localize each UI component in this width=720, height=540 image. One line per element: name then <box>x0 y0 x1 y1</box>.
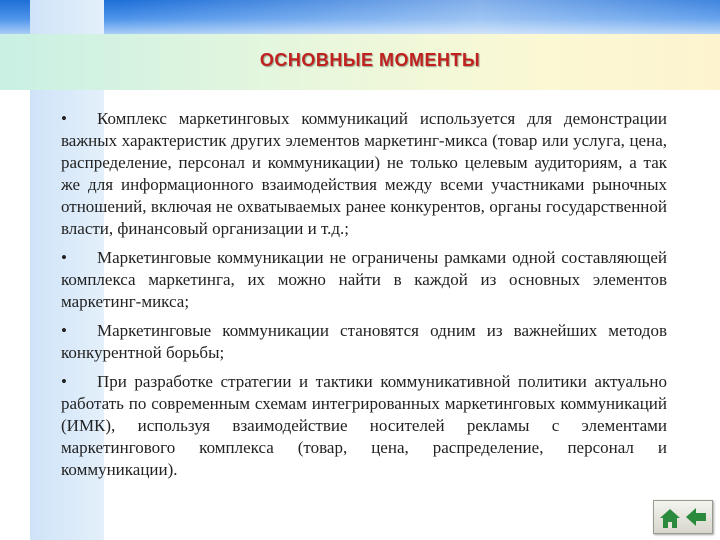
navigation-buttons[interactable] <box>653 500 713 534</box>
bullet-dot: • <box>61 248 67 267</box>
bullet-text: Комплекс маркетинговых коммуникаций используется для демонстрации важных характеристик других элементов маркетинг-микса (товар или услуга, цена, распределение, персонал и коммуникации) не только целевым аудиториям, а так же для информационного взаимодействия между всеми участниками рыночных отношений, включая не охватываемых ранее конкурентов, органы государственной власти, финансовый организации и т.д.; <box>61 109 667 238</box>
header-band <box>0 0 720 34</box>
bullet-item-2 <box>61 247 667 313</box>
bullet-dot: • <box>61 372 67 391</box>
bullet-item-3 <box>61 320 667 364</box>
back-arrow-icon[interactable] <box>686 508 706 526</box>
bullet-item-4 <box>61 371 667 481</box>
home-icon[interactable] <box>660 509 680 528</box>
bullet-dot: • <box>61 321 67 340</box>
slide-title: ОСНОВНЫЕ МОМЕНТЫ <box>259 50 481 70</box>
bullet-text: При разработке стратегии и тактики коммуникативной политики актуально работать по современным схемам интегрированных маркетинговых коммуникаций (ИМК), используя взаимодействие носителей рекламы с элементами маркетингового комплекса (товар, цена, распределение, персонал и коммуникации). <box>61 372 667 479</box>
bullet-item-1 <box>61 108 667 240</box>
header-glint <box>120 0 720 34</box>
bullet-dot: • <box>61 109 67 128</box>
bullet-text: Маркетинговые коммуникации становятся одним из важнейших методов конкурентной борьбы; <box>61 321 667 362</box>
bullet-text: Маркетинговые коммуникации не ограничены рамками одной составляющей комплекса маркетинга, их можно найти в каждой из основных элементов маркетинг-микса; <box>61 248 667 311</box>
slide-body <box>61 108 667 488</box>
